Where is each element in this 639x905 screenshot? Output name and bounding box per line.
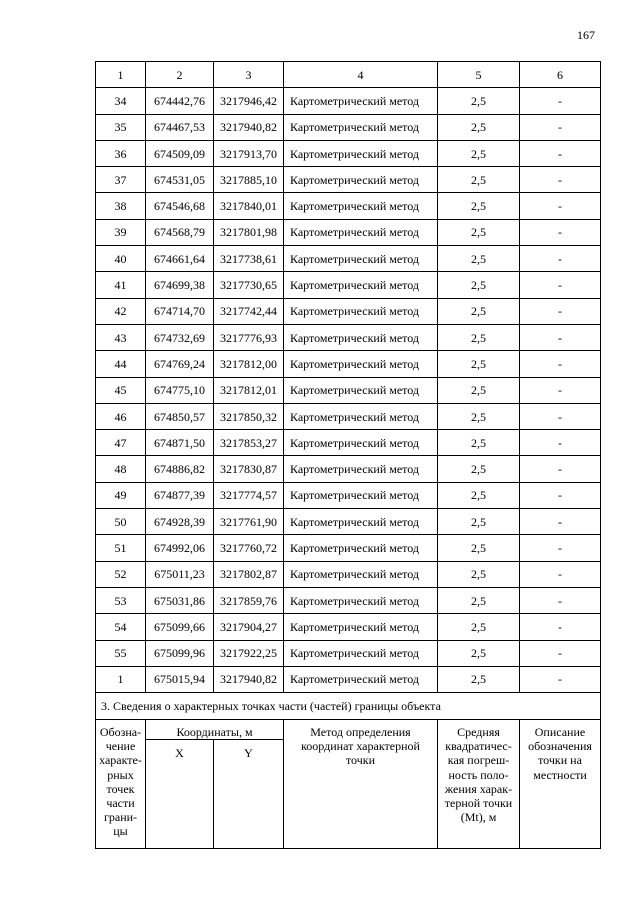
table-row — [96, 272, 601, 298]
x-coordinate-cell: 674871,50 — [146, 430, 214, 456]
page-number: 167 — [577, 28, 595, 42]
point-number-cell: 46 — [96, 403, 146, 429]
accuracy-cell: 2,5 — [438, 456, 520, 482]
accuracy-cell: 2,5 — [438, 535, 520, 561]
table-row — [96, 193, 601, 219]
header-method: Метод определения координат характерной точки — [284, 720, 438, 849]
header-point-designation: Обозна- чение характе- рных точек части грани- цы — [96, 720, 146, 849]
description-cell: - — [520, 509, 601, 535]
table-row — [96, 561, 601, 587]
x-coordinate-cell: 675011,23 — [146, 561, 214, 587]
x-coordinate-cell: 674531,05 — [146, 167, 214, 193]
accuracy-cell: 2,5 — [438, 587, 520, 613]
table-row — [96, 535, 601, 561]
section-header-row — [96, 720, 601, 740]
x-coordinate-cell: 674699,38 — [146, 272, 214, 298]
y-coordinate-cell: 3217859,76 — [214, 587, 284, 613]
accuracy-cell: 2,5 — [438, 193, 520, 219]
accuracy-cell: 2,5 — [438, 377, 520, 403]
description-cell: - — [520, 114, 601, 140]
accuracy-cell: 2,5 — [438, 509, 520, 535]
method-cell: Картометрический метод — [284, 298, 438, 324]
y-coordinate-cell: 3217761,90 — [214, 509, 284, 535]
accuracy-cell: 2,5 — [438, 614, 520, 640]
description-cell: - — [520, 561, 601, 587]
x-coordinate-cell: 674886,82 — [146, 456, 214, 482]
description-cell: - — [520, 219, 601, 245]
accuracy-cell: 2,5 — [438, 430, 520, 456]
description-cell: - — [520, 272, 601, 298]
column-number: 3 — [214, 62, 284, 88]
column-number: 2 — [146, 62, 214, 88]
accuracy-cell: 2,5 — [438, 561, 520, 587]
point-number-cell: 43 — [96, 324, 146, 350]
y-coordinate-cell: 3217840,01 — [214, 193, 284, 219]
point-number-cell: 36 — [96, 140, 146, 166]
description-cell: - — [520, 193, 601, 219]
column-number: 5 — [438, 62, 520, 88]
description-cell: - — [520, 88, 601, 114]
x-coordinate-cell: 674992,06 — [146, 535, 214, 561]
description-cell: - — [520, 666, 601, 692]
table-row — [96, 430, 601, 456]
description-cell: - — [520, 456, 601, 482]
description-cell: - — [520, 377, 601, 403]
x-coordinate-cell: 674769,24 — [146, 351, 214, 377]
table-row — [96, 666, 601, 692]
table-row — [96, 298, 601, 324]
table-row — [96, 403, 601, 429]
table-row — [96, 456, 601, 482]
x-coordinate-cell: 674568,79 — [146, 219, 214, 245]
description-cell: - — [520, 614, 601, 640]
y-coordinate-cell: 3217801,98 — [214, 219, 284, 245]
table-row — [96, 351, 601, 377]
accuracy-cell: 2,5 — [438, 666, 520, 692]
method-cell: Картометрический метод — [284, 403, 438, 429]
y-coordinate-cell: 3217922,25 — [214, 640, 284, 666]
y-coordinate-cell: 3217940,82 — [214, 114, 284, 140]
method-cell: Картометрический метод — [284, 614, 438, 640]
method-cell: Картометрический метод — [284, 456, 438, 482]
table-row — [96, 246, 601, 272]
point-number-cell: 44 — [96, 351, 146, 377]
description-cell: - — [520, 324, 601, 350]
y-coordinate-cell: 3217760,72 — [214, 535, 284, 561]
table-row — [96, 167, 601, 193]
table-row — [96, 509, 601, 535]
method-cell: Картометрический метод — [284, 114, 438, 140]
table-row — [96, 640, 601, 666]
y-coordinate-cell: 3217946,42 — [214, 88, 284, 114]
point-number-cell: 39 — [96, 219, 146, 245]
method-cell: Картометрический метод — [284, 140, 438, 166]
x-coordinate-cell: 674546,68 — [146, 193, 214, 219]
point-number-cell: 45 — [96, 377, 146, 403]
table-row — [96, 140, 601, 166]
method-cell: Картометрический метод — [284, 272, 438, 298]
boundary-points-table — [95, 61, 601, 849]
description-cell: - — [520, 140, 601, 166]
header-x: X — [146, 740, 214, 849]
point-number-cell: 37 — [96, 167, 146, 193]
accuracy-cell: 2,5 — [438, 351, 520, 377]
description-cell: - — [520, 351, 601, 377]
method-cell: Картометрический метод — [284, 167, 438, 193]
method-cell: Картометрический метод — [284, 640, 438, 666]
accuracy-cell: 2,5 — [438, 219, 520, 245]
y-coordinate-cell: 3217774,57 — [214, 482, 284, 508]
y-coordinate-cell: 3217812,00 — [214, 351, 284, 377]
method-cell: Картометрический метод — [284, 246, 438, 272]
y-coordinate-cell: 3217853,27 — [214, 430, 284, 456]
x-coordinate-cell: 674467,53 — [146, 114, 214, 140]
method-cell: Картометрический метод — [284, 535, 438, 561]
x-coordinate-cell: 674732,69 — [146, 324, 214, 350]
section-title: 3. Сведения о характерных точках части (частей) границы объекта — [96, 693, 601, 720]
point-number-cell: 51 — [96, 535, 146, 561]
method-cell: Картометрический метод — [284, 482, 438, 508]
x-coordinate-cell: 674877,39 — [146, 482, 214, 508]
accuracy-cell: 2,5 — [438, 403, 520, 429]
header-coordinates: Координаты, м — [146, 720, 284, 740]
description-cell: - — [520, 430, 601, 456]
point-number-cell: 54 — [96, 614, 146, 640]
accuracy-cell: 2,5 — [438, 324, 520, 350]
accuracy-cell: 2,5 — [438, 114, 520, 140]
y-coordinate-cell: 3217776,93 — [214, 324, 284, 350]
y-coordinate-cell: 3217904,27 — [214, 614, 284, 640]
x-coordinate-cell: 675099,96 — [146, 640, 214, 666]
y-coordinate-cell: 3217738,61 — [214, 246, 284, 272]
y-coordinate-cell: 3217850,32 — [214, 403, 284, 429]
description-cell: - — [520, 640, 601, 666]
header-description: Описание обозначения точки на местности — [520, 720, 601, 849]
table-row — [96, 88, 601, 114]
point-number-cell: 42 — [96, 298, 146, 324]
accuracy-cell: 2,5 — [438, 298, 520, 324]
description-cell: - — [520, 482, 601, 508]
x-coordinate-cell: 674509,09 — [146, 140, 214, 166]
point-number-cell: 40 — [96, 246, 146, 272]
point-number-cell: 49 — [96, 482, 146, 508]
description-cell: - — [520, 167, 601, 193]
column-number: 1 — [96, 62, 146, 88]
column-number: 4 — [284, 62, 438, 88]
y-coordinate-cell: 3217940,82 — [214, 666, 284, 692]
description-cell: - — [520, 535, 601, 561]
column-number-row — [96, 62, 601, 88]
point-number-cell: 35 — [96, 114, 146, 140]
x-coordinate-cell: 674442,76 — [146, 88, 214, 114]
section-title-row — [96, 693, 601, 720]
method-cell: Картометрический метод — [284, 666, 438, 692]
method-cell: Картометрический метод — [284, 324, 438, 350]
point-number-cell: 52 — [96, 561, 146, 587]
method-cell: Картометрический метод — [284, 219, 438, 245]
y-coordinate-cell: 3217913,70 — [214, 140, 284, 166]
accuracy-cell: 2,5 — [438, 140, 520, 166]
x-coordinate-cell: 674714,70 — [146, 298, 214, 324]
table-row — [96, 219, 601, 245]
y-coordinate-cell: 3217742,44 — [214, 298, 284, 324]
table-row — [96, 324, 601, 350]
accuracy-cell: 2,5 — [438, 246, 520, 272]
point-number-cell: 53 — [96, 587, 146, 613]
table-row — [96, 377, 601, 403]
method-cell: Картометрический метод — [284, 509, 438, 535]
accuracy-cell: 2,5 — [438, 482, 520, 508]
description-cell: - — [520, 403, 601, 429]
x-coordinate-cell: 675099,66 — [146, 614, 214, 640]
y-coordinate-cell: 3217885,10 — [214, 167, 284, 193]
method-cell: Картометрический метод — [284, 193, 438, 219]
method-cell: Картометрический метод — [284, 377, 438, 403]
y-coordinate-cell: 3217802,87 — [214, 561, 284, 587]
header-accuracy: Средняя квадратичес- кая погреш- ность поло- жения харак- терной точки (Mt), м — [438, 720, 520, 849]
method-cell: Картометрический метод — [284, 430, 438, 456]
y-coordinate-cell: 3217730,65 — [214, 272, 284, 298]
column-number: 6 — [520, 62, 601, 88]
method-cell: Картометрический метод — [284, 561, 438, 587]
method-cell: Картометрический метод — [284, 351, 438, 377]
point-number-cell: 34 — [96, 88, 146, 114]
table-row — [96, 614, 601, 640]
point-number-cell: 47 — [96, 430, 146, 456]
accuracy-cell: 2,5 — [438, 272, 520, 298]
point-number-cell: 48 — [96, 456, 146, 482]
method-cell: Картометрический метод — [284, 88, 438, 114]
x-coordinate-cell: 674661,64 — [146, 246, 214, 272]
accuracy-cell: 2,5 — [438, 88, 520, 114]
x-coordinate-cell: 674775,10 — [146, 377, 214, 403]
x-coordinate-cell: 675031,86 — [146, 587, 214, 613]
table-row — [96, 482, 601, 508]
description-cell: - — [520, 298, 601, 324]
point-number-cell: 38 — [96, 193, 146, 219]
description-cell: - — [520, 587, 601, 613]
header-y: Y — [214, 740, 284, 849]
accuracy-cell: 2,5 — [438, 640, 520, 666]
point-number-cell: 55 — [96, 640, 146, 666]
table-row — [96, 587, 601, 613]
table-row — [96, 114, 601, 140]
point-number-cell: 50 — [96, 509, 146, 535]
description-cell: - — [520, 246, 601, 272]
method-cell: Картометрический метод — [284, 587, 438, 613]
y-coordinate-cell: 3217830,87 — [214, 456, 284, 482]
point-number-cell: 41 — [96, 272, 146, 298]
x-coordinate-cell: 675015,94 — [146, 666, 214, 692]
x-coordinate-cell: 674850,57 — [146, 403, 214, 429]
x-coordinate-cell: 674928,39 — [146, 509, 214, 535]
accuracy-cell: 2,5 — [438, 167, 520, 193]
y-coordinate-cell: 3217812,01 — [214, 377, 284, 403]
point-number-cell: 1 — [96, 666, 146, 692]
